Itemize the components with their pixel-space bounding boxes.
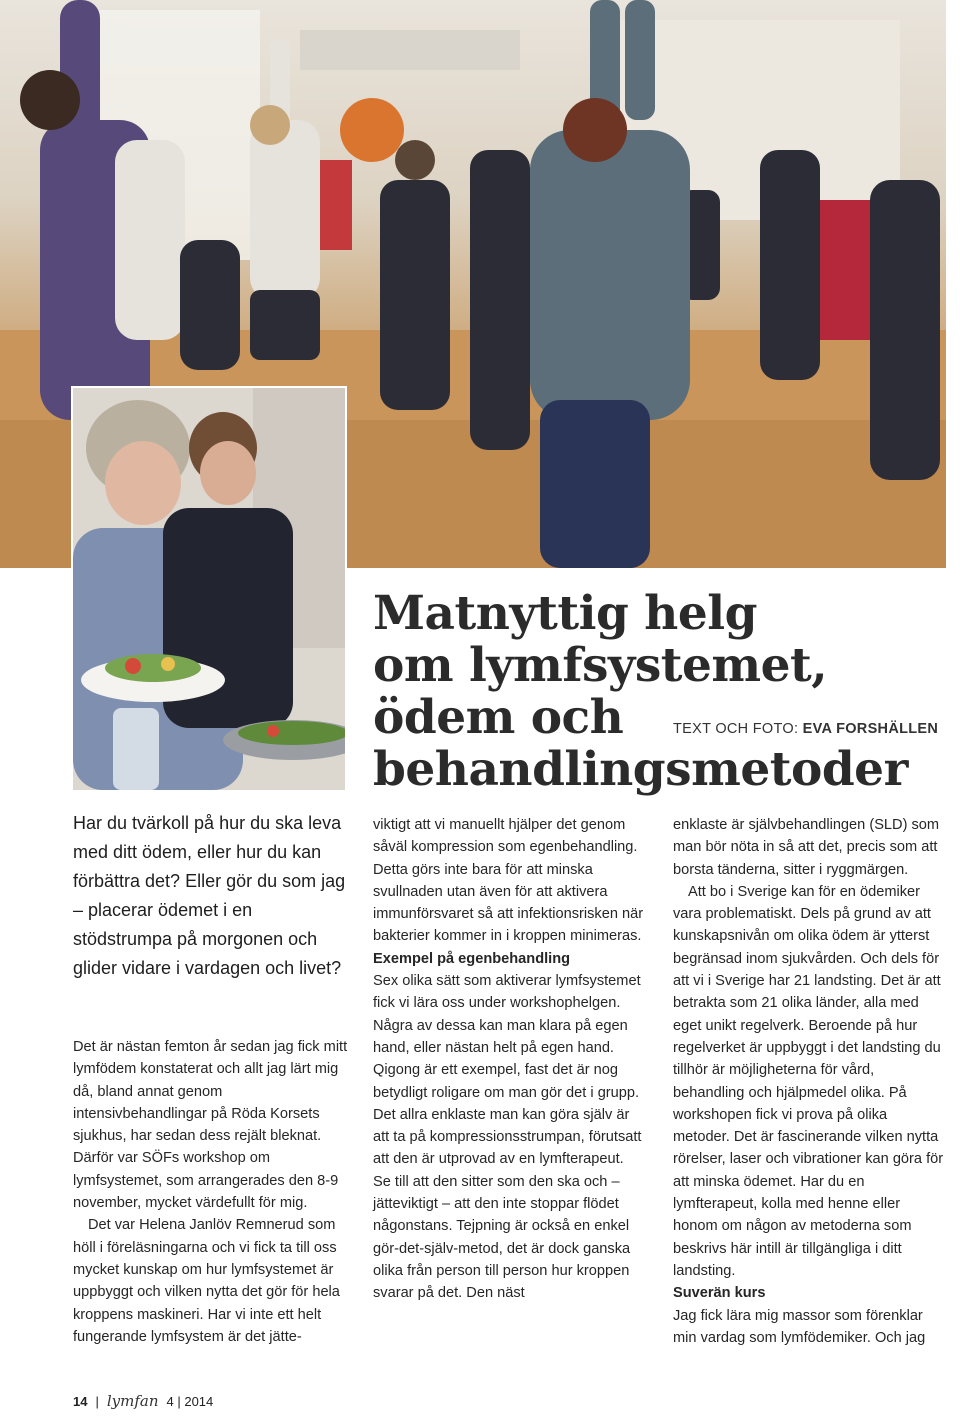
page-footer xyxy=(73,1392,213,1410)
paragraph: viktigt att vi manuellt hjälper det genom såväl kompression som egenbehandling. Detta görs inte bara för att minska svullnaden utan även för att aktivera immunförsvaret så att infektionsrisken när bakterier kommer in i kroppen minimeras. xyxy=(373,817,644,945)
footer-separator: | xyxy=(95,1393,99,1409)
paragraph: Att bo i Sverige kan för en ödemiker vara problematiskt. Dels på grund av att kunskapsnivån om olika ödem är ytterst begränsad inom sjukvården. Och dels för att vi i Sverige har 21 landsting. Det är att betrakta som 21 olika länder, alla med eget unikt regelverk. Beroende på hur regelverket är uppbyggt i det landsting du tillhör är möjligheterna för vård, behandling och hjälpmedel olika. På workshopen fick vi prova på olika metoder. Det är fascinerande vilken nytta rörelser, laser och vibrationer kan göra för att minska ödemet. Har du en lymfterapeut, kolla med henne eller honom om någon av metoderna som beskrivs här intill är tillgängliga i ditt landsting. xyxy=(673,883,944,1279)
inset-photo xyxy=(73,388,345,790)
article-title xyxy=(373,588,933,796)
title-line: ödem och xyxy=(373,690,624,745)
paragraph: enklaste är självbehandlingen (SLD) som man bör nöta in så att det, precis som att borsta tänderna, sitter i ryggmärgen. xyxy=(673,817,940,878)
lede: Har du tvärkoll på hur du ska leva med ditt ödem, eller hur du kan förbättra det? Eller gör du som jag – placerar ödemet i en stödstrumpa på morgonen och glider vidare i vardagen och livet? xyxy=(73,813,346,978)
paragraph: Det var Helena Janlöv Remnerud som höll i föreläsningarna och vi fick ta till oss mycket kunskap om hur lymfsystemet är uppbyggt och vilken nytta det gör för hela kroppens maskineri. Har vi inte ett helt fungerande lymfsystem är det jätte- xyxy=(73,1217,340,1345)
subheading: Exempel på egenbehandling xyxy=(373,950,571,967)
magazine-logo: lymfan xyxy=(106,1392,159,1410)
title-line: om lymfsystemet, xyxy=(373,638,828,693)
page-number: 14 xyxy=(73,1393,88,1409)
column-3 xyxy=(673,814,945,1349)
title-line: behandlingsmetoder xyxy=(373,742,908,797)
paragraph: Sex olika sätt som aktiverar lymfsystemet fick vi lära oss under workshophelgen. Några av dessa kan man klara på egen hand, eller nästan helt på egen hand. Qigong är ett exempel, fast det är nog betydligt roligare om man gör det i grupp. Det allra enklaste man kan göra själv är att ta på kompressionsstrumpan, förutsatt att den är utprovad av en lymfterapeut. Se till att den sitter som den ska och – jätteviktigt – att den inte stoppar flödet någonstans. Tejpning är också en enkel gör-det-själv-metod, det är dock ganska olika från person till person hur kroppen svarar på det. Den näst xyxy=(373,973,642,1302)
paragraph: Det är nästan femton år sedan jag fick mitt lymfödem konstaterat och allt jag lärt mig då, bland annat genom intensivbehandlingar på Röda Korsets sjukhus, har sedan dess rejält bleknat. Därför var SÖFs workshop om lymfsystemet, som arrangerades den 8-9 november, mycket värdefullt för mig. xyxy=(73,1039,348,1212)
column-1 xyxy=(73,1036,348,1348)
title-line: Matnyttig helg xyxy=(373,586,757,641)
subheading: Suverän kurs xyxy=(673,1285,766,1302)
byline-prefix: TEXT OCH FOTO: xyxy=(673,721,803,737)
column-2 xyxy=(373,814,645,1305)
byline xyxy=(673,721,938,737)
paragraph: Jag fick lära mig massor som förenklar min vardag som lymfödemiker. Och jag xyxy=(673,1307,926,1346)
byline-author: EVA FORSHÄLLEN xyxy=(802,721,939,737)
issue-number: 4 | 2014 xyxy=(166,1393,214,1409)
